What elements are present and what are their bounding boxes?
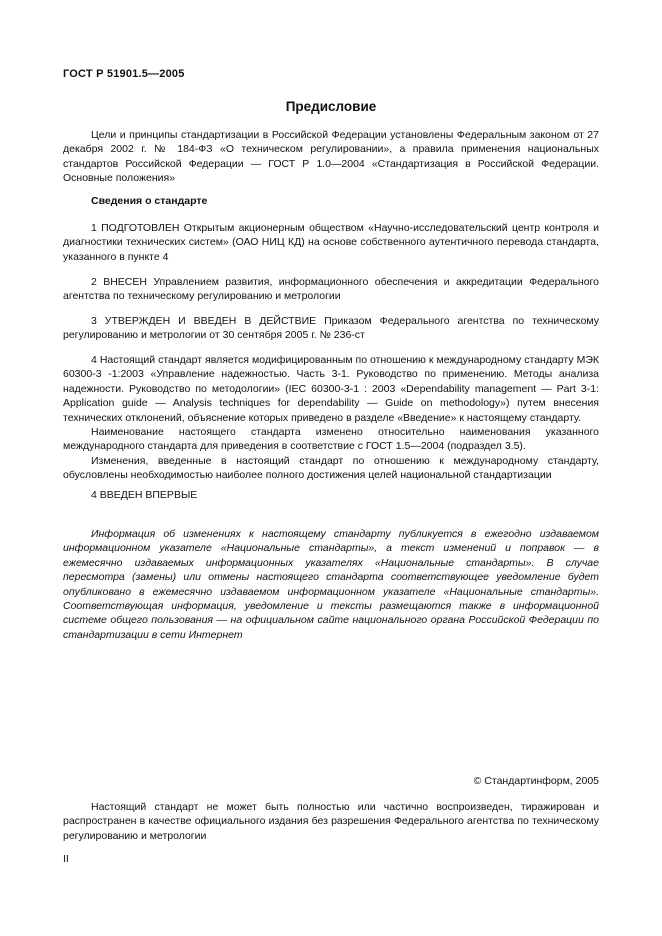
about-item-5 — [63, 488, 599, 502]
about-item-5-text: 4 ВВЕДЕН ВПЕРВЫЕ — [91, 489, 198, 501]
standard-code: ГОСТ Р 51901.5—2005 — [63, 68, 185, 80]
about-item-4-text-c: Изменения, введенные в настоящий стандарт по отношению к международному стандарту, обусловлены необходимостью наиболее полного достижения целей национальной стандартизации — [63, 454, 599, 482]
about-item-3 — [63, 314, 599, 343]
foreword-title: Предисловие — [285, 99, 377, 114]
about-item-1-text: 1 ПОДГОТОВЛЕН Открытым акционерным обществом «Научно-исследовательский центр контроля и диагностики технических систем» (ОАО НИЦ КД) на основе собственного аутентичного перевода стандарта, указанного в пункте 4 — [63, 222, 599, 263]
about-item-4-text-b: Наименование настоящего стандарта изменено относительно наименования указанного международного стандарта для приведения в соответствие с ГОСТ 1.5—2004 (подраздел 3.5). — [63, 426, 599, 453]
change-notice-text: Информация об изменениях к настоящему стандарту публикуется в ежегодно издаваемом информационном указателе «Национальные стандарты», а текст изменений и поправок — в ежемесячно издаваемых информационных указателях «Национальные стандарты». В случае пересмотра (замены) или отмены настоящего стандарта соответствующее уведомление будет опубликовано в ежемесячно издаваемом информационном указателе «Национальные стандарты». Соответствующая информация, уведомление и тексты размещаются также в информационной системе общего пользования — на официальном сайте национального органа Российской Федерации по стандартизации в сети Интернет — [63, 528, 599, 641]
foreword-intro — [63, 128, 599, 186]
about-item-3-text: 3 УТВЕРЖДЕН И ВВЕДЕН В ДЕЙСТВИЕ Приказом Федерального агентства по техническому регулированию и метрологии от 30 сентября 2005 г. № 236-ст — [63, 315, 599, 342]
reproduction-notice — [63, 800, 599, 843]
about-item-2-text: 2 ВНЕСЕН Управлением развития, информационного обеспечения и аккредитации Федерального агентства по техническому регулированию и метрологии — [63, 276, 599, 303]
change-notice — [63, 527, 599, 642]
about-item-2 — [63, 275, 599, 304]
about-item-4 — [63, 353, 599, 483]
page-number: II — [63, 853, 69, 865]
reproduction-notice-text: Настоящий стандарт не может быть полностью или частично воспроизведен, тиражирован и распространен в качестве официального издания без разрешения Федерального агентства по техническому регулированию и метрологии — [63, 801, 599, 842]
about-item-4-text-a: 4 Настоящий стандарт является модифицированным по отношению к международному стандарту МЭК 60300-3 -1:2003 «Управление надежностью. Часть 3-1. Руководство по применению. Методы анализа надежности. Руководство по методологии» (IEC 60300-3-1 : 2003 «Dependability management — Part 3-1: Application guide — Analysis techniques for dependability — Guide on methodology») путем внесения технических отклонений, объяснение которых приведено в разделе «Введение» к настоящему стандарту. — [63, 354, 599, 424]
copyright-line: © Стандартинформ, 2005 — [473, 775, 599, 787]
about-item-1 — [63, 221, 599, 264]
foreword-intro-text: Цели и принципы стандартизации в Российской Федерации установлены Федеральным законом от 27 декабря 2002 г. № 184-ФЗ «О техническом регулировании», а правила применения национальных стандартов Российской Федерации — ГОСТ Р 1.0—2004 «Стандартизация в Российской Федерации. Основные положения» — [63, 129, 599, 185]
about-standard-heading: Сведения о стандарте — [91, 195, 208, 207]
